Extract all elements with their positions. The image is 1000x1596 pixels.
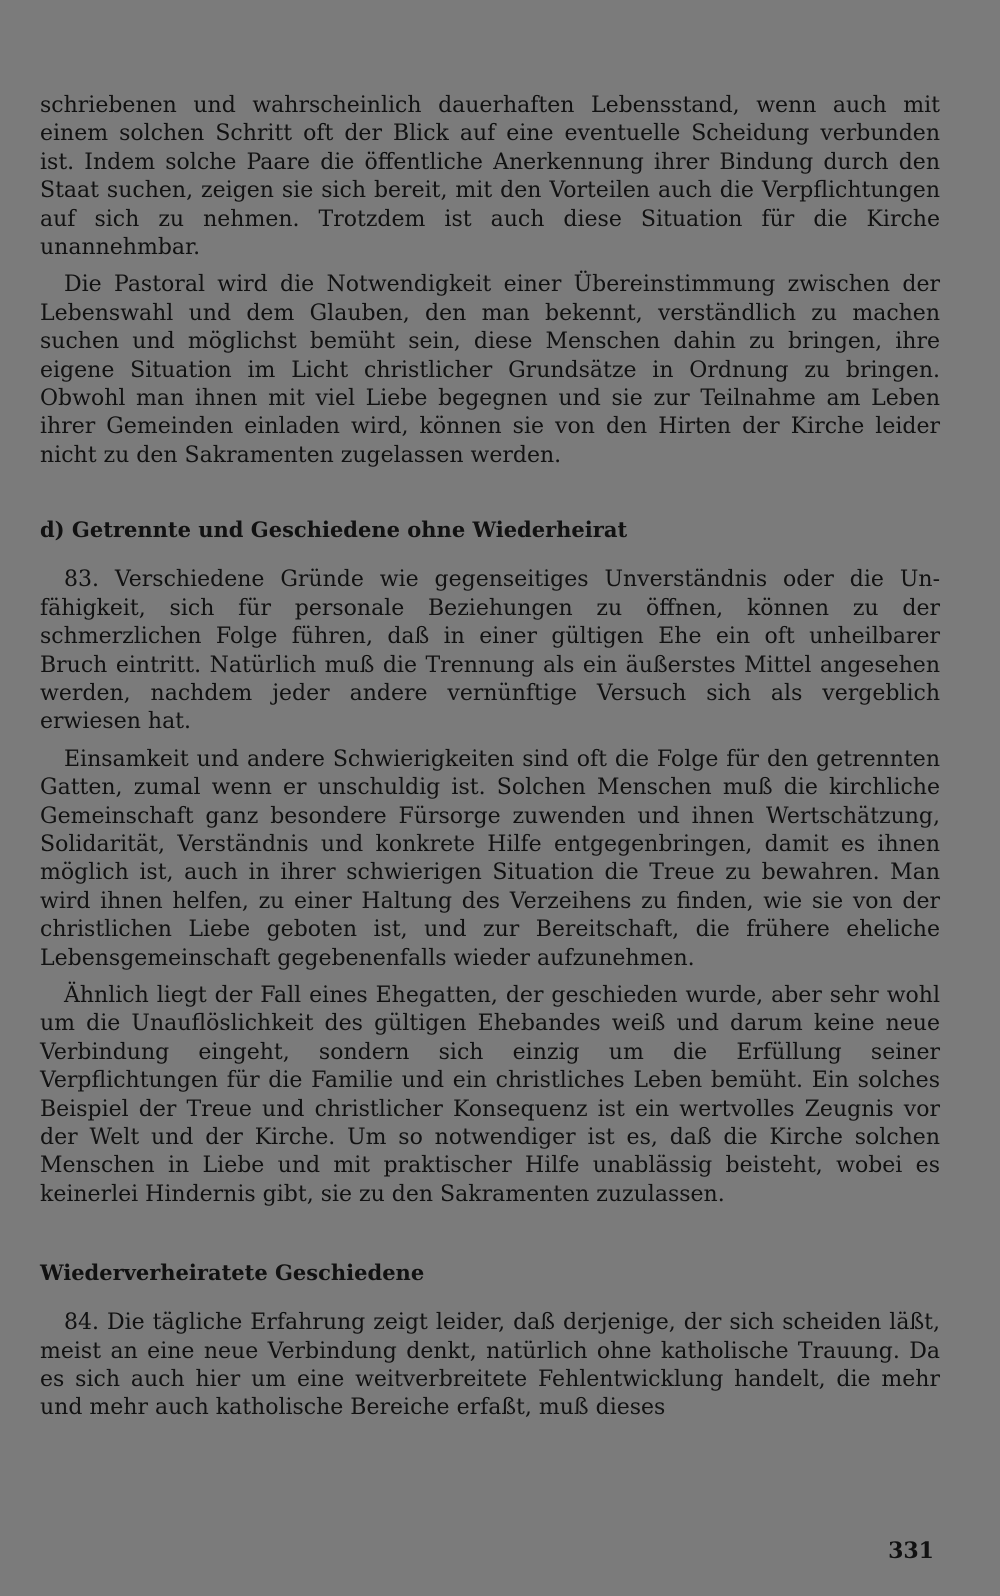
paragraph-pastoral: Die Pastoral wird die Notwendigkeit einer Übereinstimmung zwischen der Lebenswahl und dem Glauben, den man bekennt, verständlich zu machen suchen und möglichst bemüht sein, diese Menschen dahin zu bringen, ihre eigene Situation im Licht christlicher Grundsätze in Ordnung zu bringen. Obwohl man ihnen mit viel Liebe begegnen und sie zur Teilnahme am Leben ihrer Gemeinden einladen wird, können sie von den Hirten der Kirche leider nicht zu den Sakramenten zugelassen werden.	[40, 272, 940, 468]
paragraph-84: 84. Die tägliche Erfahrung zeigt leider, daß derjenige, der sich scheiden läßt, meist an eine neue Verbindung denkt, natürlich ohne katholische Trauung. Da es sich auch hier um eine weitverbreitete Fehlentwicklung handelt, die mehr und mehr auch katholische Bereiche erfaßt, muß dieses	[40, 1310, 940, 1421]
page-body	[40, 92, 940, 1432]
paragraph-aehnlich: Ähnlich liegt der Fall eines Ehegatten, der geschieden wurde, aber sehr wohl um die Unauflöslichkeit des gültigen Ehebandes weiß und darum keine neue Verbindung eingeht, sondern sich einzig um die Erfüllung seiner Verpflichtungen für die Familie und ein christliches Leben bemüht. Ein solches Beispiel der Treue und christlicher Konsequenz ist ein wertvolles Zeugnis vor der Welt und der Kirche. Um so notwendiger ist es, daß die Kirche solchen Menschen in Liebe und mit praktischer Hilfe unablässig beisteht, wobei es keinerlei Hindernis gibt, sie zu den Sakramenten zuzulassen.	[40, 982, 940, 1207]
page-number: 331	[888, 1538, 934, 1564]
section-heading-wiederverheiratete: Wiederverheiratete Geschiedene	[40, 1260, 425, 1286]
section-heading-d: d) Getrennte und Geschiedene ohne Wiederheirat	[40, 517, 628, 543]
paragraph-continuation: schriebenen und wahrscheinlich dauerhaften Lebensstand, wenn auch mit einem solchen Schritt oft der Blick auf eine eventuelle Scheidung verbunden ist. Indem solche Paare die öffentliche Anerkennung ihrer Bindung durch den Staat suchen, zeigen sie sich bereit, mit den Vorteilen auch die Verpflichtungen auf sich zu nehmen. Trotzdem ist auch diese Situation für die Kirche unannehmbar.	[40, 93, 940, 261]
paragraph-83: 83. Verschiedene Gründe wie gegenseitiges Unverständnis oder die Unfähigkeit, sich für personale Beziehungen zu öffnen, können zu der schmerzlichen Folge führen, daß in einer gültigen Ehe ein oft unheilbarer Bruch eintritt. Natürlich muß die Trennung als ein äußerstes Mittel angesehen werden, nachdem jeder andere vernünftige Versuch sich als vergeblich erwiesen hat.	[40, 567, 940, 735]
paragraph-einsamkeit: Einsamkeit und andere Schwierigkeiten sind oft die Folge für den getrennten Gatten, zumal wenn er unschuldig ist. Solchen Menschen muß die kirchliche Gemeinschaft ganz besondere Fürsorge zuwenden und ihnen Wertschätzung, Solidarität, Verständnis und konkrete Hilfe entgegenbringen, damit es ihnen möglich ist, auch in ihrer schwierigen Situation die Treue zu bewahren. Man wird ihnen helfen, zu einer Haltung des Verzeihens zu finden, wie sie von der christlichen Liebe geboten ist, und zur Bereitschaft, die frühere eheliche Lebensgemeinschaft gegebenenfalls wieder aufzunehmen.	[40, 746, 940, 971]
